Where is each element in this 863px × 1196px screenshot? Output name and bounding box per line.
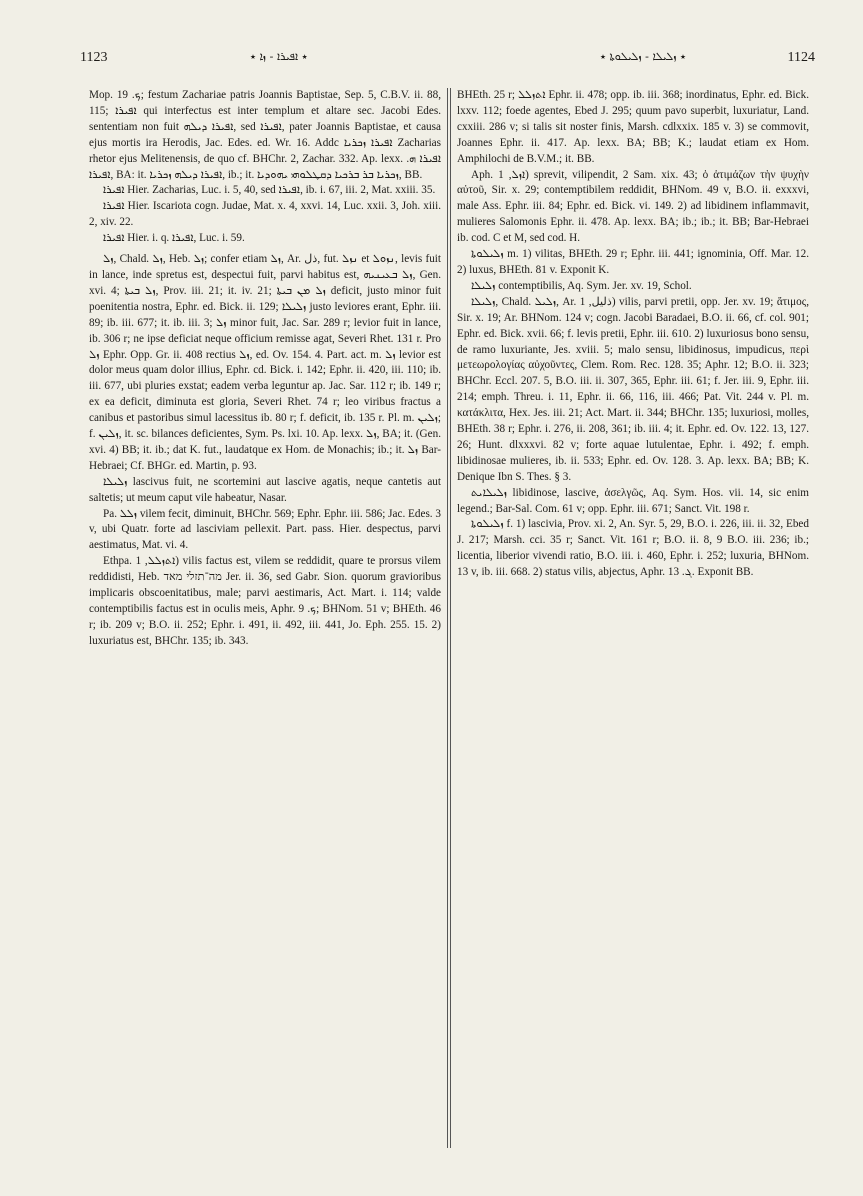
entry-paragraph: BHEth. 25 r; ܐܬܙܠܠ Ephr. ii. 478; opp. ib. iii. 368; inordinatus, Ephr. ed. Bick. lxxv. 112; foede agentes, Ebed J. 295; quum pavo superbit, luxuriatur, Land. cxxiii. 286 v; si talis sit noster finis, Marsh. cdlxxix. 185 v. 3) se commovit, Joannes Ephr. ii. 417. Ap. lexx. BA; BB; K.; laudat etiam ex Hom. Amphilochi de B.V.M.; it. BB. — [457, 89, 809, 165]
entry-paragraph: Aph. ܐܙܠ, 1) sprevit, vilipendit, 2 Sam. xix. 43; ὁ ἀτιμάζων τὴν ψυχὴν αὐτοῦ, Sir. x. 29; contemptibilem reddidit, BHNom. 49 v, B.O. ii. exxxvi, male Ass. Ephr. iii. 84; Ephr. ed. Bick. vi. 149. 2) ad libidinem inflammavit, mulieres Salomonis Ephr. ii. 478. Ap. lexx. BA; ib.; ib.; it. BB; Bar-Hebraei ib. cod. C et M, sed cod. H. — [457, 168, 809, 245]
entry-paragraph: ܙܠܝܠܘܬܐ f. 1) lascivia, Prov. xi. 2, An. Syr. 5, 29, B.O. i. 226, iii. ii. 32, Ebed J. 217; Marsh. cci. 35 r; Sanct. Vit. 161 r; B.O. ii. 8, 9 B.O. iii. 236; ib.; licentia, liberior vivendi ratio, B.O. iii. i. 460, Ephr. i. 252; luxuria, BHNom. 13 v, ib. iii. 668. 2) status vilis, abjectus, Aphr. ܓ. 13. Exponit BB. — [457, 518, 809, 579]
right-running-title: ٭ ܙܠܝܠܐ - ܙܠܝܠܘܬܐ ٭ — [600, 50, 686, 63]
page-header — [80, 50, 815, 72]
right-page-number: 1124 — [787, 50, 815, 65]
right-column — [457, 88, 809, 581]
entry-paragraph: ܙܠܝܠܐ lascivus fuit, ne scortemini aut lascive agatis, neque cantetis aut saltetis; ut meum caput vile habeatur, Nasar. — [89, 475, 441, 504]
entry-paragraph: Ethpa. ܐܬܙܠܠ, 1) vilis factus est, vilem se reddidit, quare te prorsus vilem reddidisti, Heb. מה־תזלי מאד Jer. ii. 36, sed Gabr. Sion. quorum gravioribus implicaris obscoenitatibus, male; parvi aestimaris, Act. Mart. i. 114; valde contemptibilis factus est in oculis meis, Aphr. ܟ. 9; BHNom. 51 v; BHEth. 46 r; ib. 209 v; B.O. ii. 252; Ephr. i. 491, ii. 492, iii. 441, Jo. Eph. 255. 15. 2) luxuriatus est, BHChr. 135; ib. 343. — [89, 555, 441, 647]
entry-paragraph: Mop. ܟ. 19; festum Zachariae patris Joannis Baptistae, Sep. 5, C.B.V. ii. 88, 115; ܐܦܝܪܐ qui interfectus est inter templum et altare sec. Jacobi Edes. sententiam non fuit ܐܦܝܪܐ ܕܝܠܗ, sed ܐܦܝܪܐ, pater Joannis Baptistae, et causa ejus mortis ira Herodis, Jac. Edes. ed. Wr. 16. Addc ܐܦܝܪܐ ܙܟܪܝܐ Zacharias rhetor ejus Melitenensis, de quo cf. BHChr. 2, Zachar. 332. Ap. lexx. ܐܦܝܪܐ ܗ. ܐܦܝܪܐ, BA: it. ܐܦܝܪܐ ܕܝܠܗ ܙܟܪܝܐ, ib.; it. ܙܟܪܝܐ ܒܪ ܒܪܟܝܐ ܕܩܛܠܘܗܝ ܝܗܘܕܝܐ, BB. — [89, 89, 442, 181]
column-divider — [447, 88, 448, 1148]
entry-paragraph: ܙܠ, Chald. ܙܠ, Heb. ܙܠ; confer etiam ܙܠ, Ar. ذل, fut. ܢܙܠ et ܢܙܘܠ, levis fuit in lance, inde spretus est, despectui fuit, parvi habitus est, ܙܠ ܒܥܝܢܝܗ, Gen. xvi. 4; ܙܠ ܒܝܬܐ, Prov. iii. 21; it. iv. 21; ܙܠ ܡܢ ܒܝܬܐ deficit, justo minor fuit poenitentia nostra, Ephr. ed. Bick. ii. 129; ܙܠܝܠܐ justo leviores erant, Ephr. iii. 89; ib. iii. 677; it. ib. iii. 3; ܙܠ minor fuit, Jac. Sar. 289 r; levior fuit in lance, ib. 306 r; ne ipse deficiat neque officium remisse agat, Severi Rhet. 131 r. Pro ܙܠ Ephr. Opp. Gr. ii. 408 rectius ܙܠ, ed. Ov. 154. 4. Part. act. m. ܙܠ levior est dolor meus quam dolor illius, Ephr. cd. Bick. i. 142; Ephr. ii. 420, iii. 110; ib. iii. 677, ubi pluries exstat; eadem verba leguntur ap. Jac. Sar. 112 r; ib. 149 r; ex ea deficit, diminuta est gloria, Severi Rhet. 74 r; leo viribus fractus a canibus et pastoribus simul lacessitus ib. 80 r; f. deficit, ib. 135 r. Pl. m. ܙܠܝܢ; f. ܙܠܝܢ, it. sc. bilances deficientes, Sym. Ps. lxi. 10. Ap. lexx. ܙܠ, BA; it. (Gen. xvi. 4) BB; it. ib.; dat K. fut., laudatque ex Hom. de Monachis; ib.; it. ܙܠ Bar-Hebraei; Cf. BHGr. ed. Martin, p. 93. — [89, 253, 442, 472]
column-divider-second — [450, 88, 451, 1148]
entry-paragraph: ܐܦܝܪܐ Hier. Zacharias, Luc. i. 5, 40, sed ܐܦܝܪܐ, ib. i. 67, iii. 2, Mat. xxiii. 35. — [103, 184, 436, 197]
entry-paragraph: ܙܠܝܠܘܬܐ m. 1) vilitas, BHEth. 29 r; Ephr. iii. 441; ignominia, Off. Mar. 12. 2) luxus, BHEth. 81 v. Exponit K. — [457, 248, 809, 276]
entry-paragraph: ܙܠܝܠܐܝܬ libidinose, lascive, ἀσελγῶς, Aq. Sym. Hos. vii. 14, sic enim legend.; Bar-Sal. Com. 61 v; opp. Ephr. iii. 671; Sanct. Vit. 198 r. — [457, 486, 809, 515]
entry-paragraph: ܐܦܝܪܐ Hier. Iscariota cogn. Judae, Mat. x. 4, xxvi. 14, Luc. xxii. 3, Joh. xiii. 2, xiv. 22. — [89, 200, 441, 229]
left-column — [89, 88, 441, 650]
left-page-number: 1123 — [80, 50, 108, 65]
entry-paragraph: ܐܦܝܪܐ Hier. i. q. ܐܦܝܪܐ, Luc. i. 59. — [103, 232, 245, 245]
entry-paragraph: ܙܠܝܠܐ contemptibilis, Aq. Sym. Jer. xv. 19, Schol. — [471, 279, 692, 292]
entry-paragraph: Pa. ܙܠܠ vilem fecit, diminuit, BHChr. 569; Ephr. Ephr. iii. 586; Jac. Edes. 3 v, ubi Quatr. forte ad lasciviam pellexit. Part. pass. Hier. despectus, parvi aestimatus, Mat. vi. 4. — [89, 507, 441, 552]
left-running-title: ٭ ܐܦܝܪܐ - ܙܐ ٭ — [250, 50, 308, 63]
entry-paragraph: ܙܠܝܠܐ, Chald. ܙܠܝܠ, Ar. ذليل, 1) vilis, parvi pretii, opp. Jer. xv. 19; ἄτιμος, Sir. x. 19; Ar. BHNom. 124 v; cogn. Jacobi Baradaei, B.O. ii. 66, cf. col. 901; Ephr. ed. Bick. xvii. 66; f. levis pretii, Ephr. iii. 610. 2) luxuriosus bono sensu, de ramo luxuriante, Jes. xviii. 5; malo sensu, libidinosus, impudicus, περὶ μετεωρολογίας αὐχοῦντες, Clem. Rom. Rec. 128. 35; Aphr. 12; B.O. ii. 323; BHChr. Eccl. 207. 5, B.O. iii. ii. 307, 365, Ephr. iii. 61; f. Jer. iii. 9, Ephr. iii. 214; emph. Threu. i. 11, Ephr. ii. 66, 116, iii. 466; Pat. Vit. 244 v. Pl. m. κατάκλιτα, Hex. Jes. iii. 21; Act. Mart. ii. 344; BHChr. 135; luxuriosi, molles, BHEth. 38 r; Ephr. i. 276, ii. 208, 361; ib. iii. 4; it. Ephr. ed. Ov. 122. 13, 127. 26; Hunt. dlxxxvi. 82 v; forte aquae lutulentae, Ephr. i. 492; f. emph. libidinosae mulieres, ib. ii. 533; Ephr. ed. Ov. 128. 3. Ap. lexx. BA; BB; K. Denique Ibn S. Thes. § 3. — [457, 295, 809, 483]
